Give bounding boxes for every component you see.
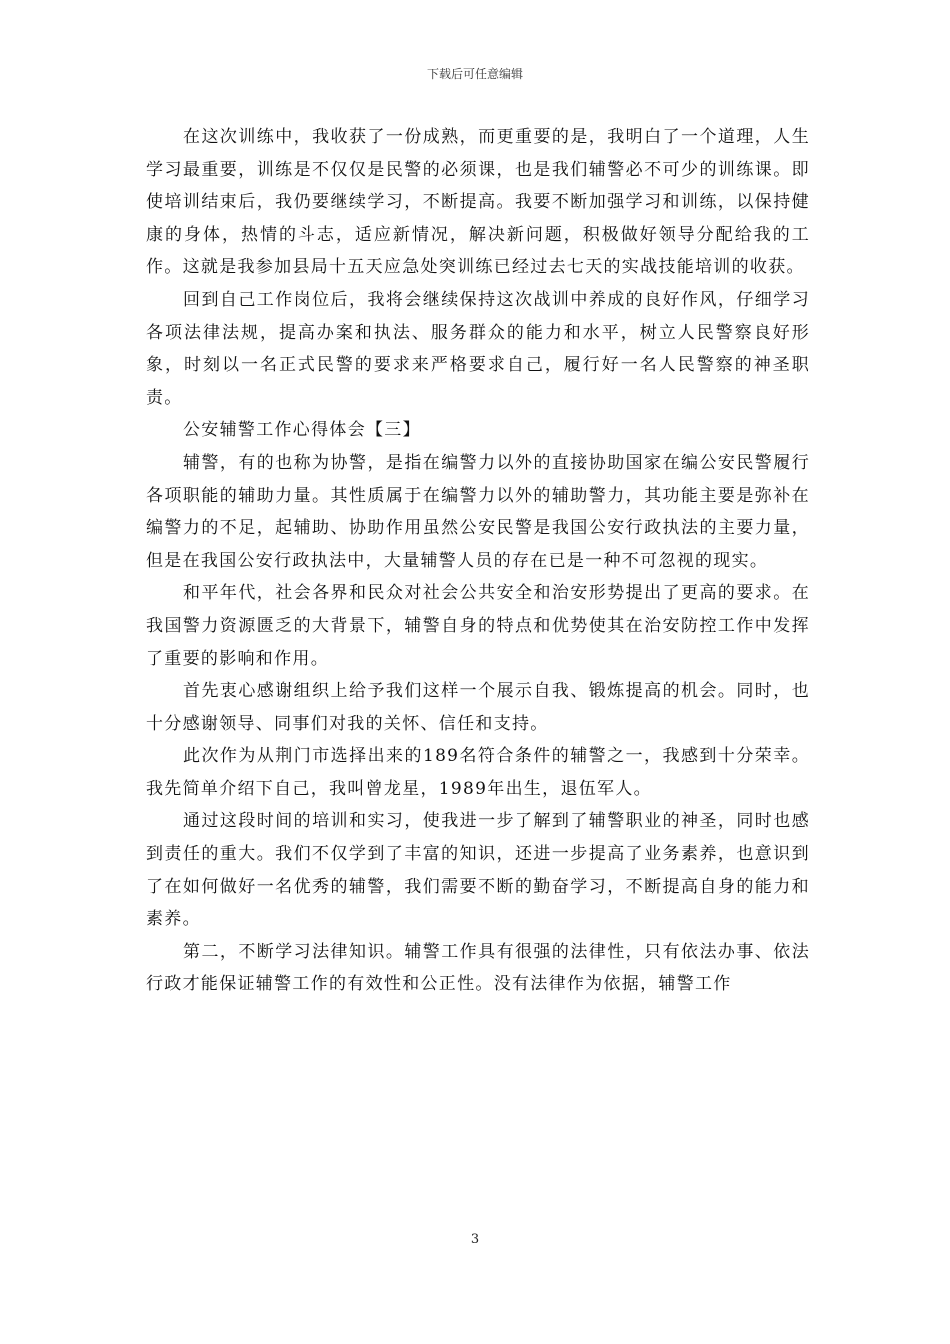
paragraph-return-to-post: 回到自己工作岗位后，我将会继续保持这次战训中养成的良好作风，仔细学习各项法律法规，提高办案和执法、服务群众的能力和水平，树立人民警察良好形象，时刻以一名正式民警的要求来严格要求自己，履行好一名人民警察的神圣职责。	[146, 289, 810, 408]
paragraph-legal-knowledge: 第二，不断学习法律知识。辅警工作具有很强的法律性，只有依法办事、依法行政才能保证辅警工作的有效性和公正性。没有法律作为依据，辅警工作	[146, 941, 810, 995]
paragraph-training-harvest: 在这次训练中，我收获了一份成熟，而更重要的是，我明白了一个道理，人生学习最重要，训练是不仅仅是民警的必须课，也是我们辅警必不可少的训练课。即使培训结束后，我仍要继续学习，不断提高。我要不断加强学习和训练，以保持健康的身体，热情的斗志，适应新情况，解决新问题，积极做好领导分配给我的工作。这就是我参加县局十五天应急处突训练已经过去七天的实战技能培训的收获。	[146, 127, 810, 278]
paragraph-peacetime: 和平年代，社会各界和民众对社会公共安全和治安形势提出了更高的要求。在我国警力资源匮乏的大背景下，辅警自身的特点和优势使其在治安防控工作中发挥了重要的影响和作用。	[146, 583, 810, 669]
paragraph-thanks: 首先衷心感谢组织上给予我们这样一个展示自我、锻炼提高的机会。同时，也十分感谢领导、同事们对我的关怀、信任和支持。	[146, 681, 810, 734]
page-number: 3	[470, 1232, 480, 1247]
section-heading: 公安辅警工作心得体会【三】	[183, 420, 421, 441]
document-body	[146, 121, 810, 1001]
page-header: 下载后可任意编辑	[426, 67, 523, 81]
paragraph-self-introduction: 此次作为从荆门市选择出来的189名符合条件的辅警之一，我感到十分荣幸。我先简单介绍下自己，我叫曾龙星，1989年出生，退伍军人。	[146, 746, 810, 799]
paragraph-auxiliary-police-definition: 辅警，有的也称为协警，是指在编警力以外的直接协助国家在编公安民警履行各项职能的辅助力量。其性质属于在编警力以外的辅助警力，其功能主要是弥补在编警力的不足，起辅助、协助作用虽然公安民警是我国公安行政执法的主要力量，但是在我国公安行政执法中，大量辅警人员的存在已是一种不可忽视的现实。	[146, 452, 810, 571]
paragraph-training-understanding: 通过这段时间的培训和实习，使我进一步了解到了辅警职业的神圣，同时也感到责任的重大。我们不仅学到了丰富的知识，还进一步提高了业务素养，也意识到了在如何做好一名优秀的辅警，我们需要不断的勤奋学习，不断提高自身的能力和素养。	[146, 811, 810, 930]
